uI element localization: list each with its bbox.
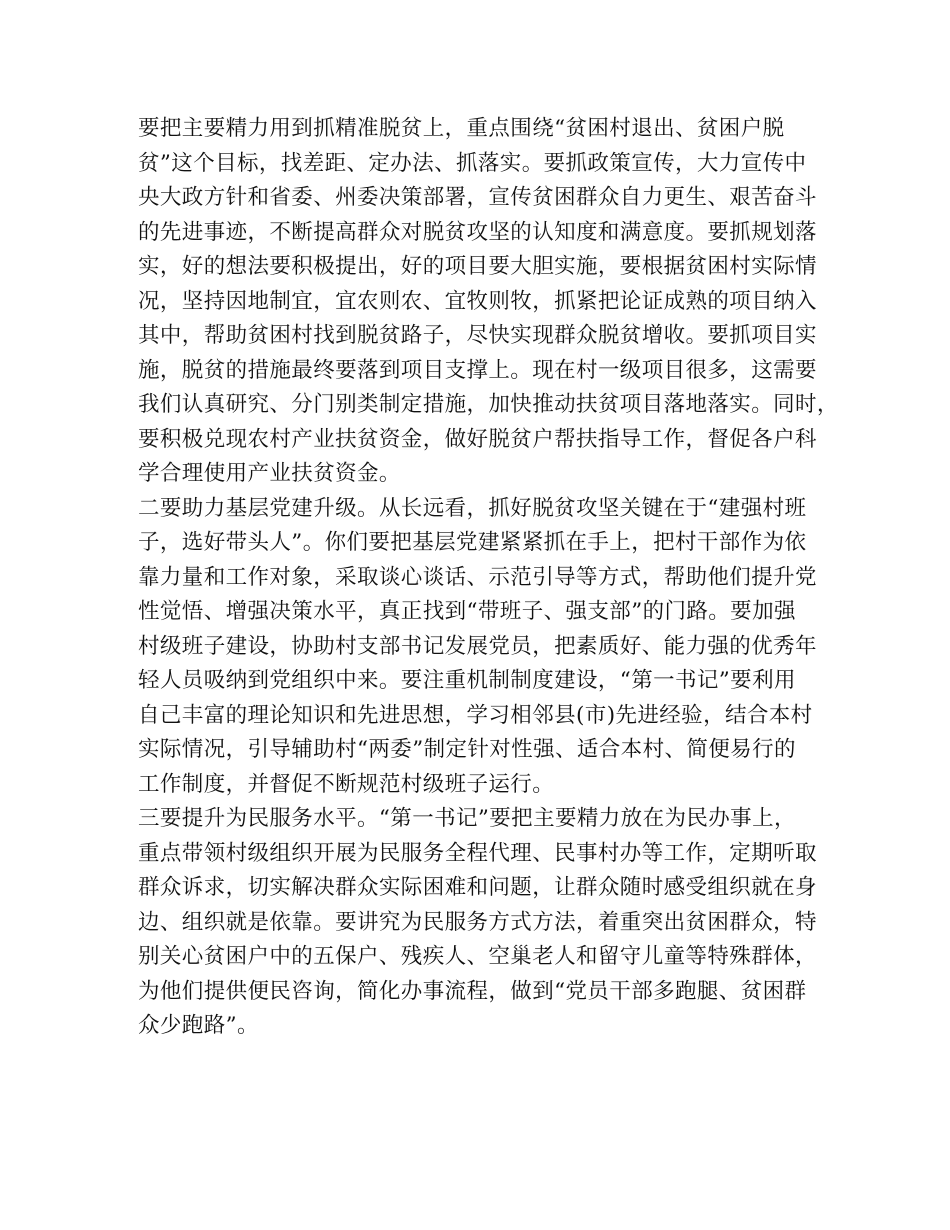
text-line: 靠力量和工作对象，采取谈心谈话、示范引导等方式，帮助他们提升党 [138,564,817,590]
text-line: 众少跑路”。 [138,1013,259,1038]
text-line: 别关心贫困户中的五保户、残疾人、空巢老人和留守儿童等特殊群体， [138,944,817,969]
text-line: 轻人员吸纳到党组织中来。要注重机制制度建设，“第一书记”要利用 [138,668,796,693]
text-line: 要积极兑现农村产业扶贫资金，做好脱贫户帮扶指导工作，督促各户科 [138,426,817,452]
text-line: 央大政方针和省委、州委决策部署，宣传贫困群众自力更生、艰苦奋斗 [138,185,817,210]
text-line: 要把主要精力用到抓精准脱贫上，重点围绕“贫困村退出、贫困户脱 [138,116,785,141]
text-line: 工作制度，并督促不断规范村级班子运行。 [138,771,555,797]
text-line: 边、组织就是依靠。要讲究为民服务方式方法，着重突出贫困群众，特 [138,909,817,935]
text-line: 实，好的想法要积极提出，好的项目要大胆实施，要根据贫困村实际情 [138,254,817,279]
text-line: 为他们提供便民咨询，简化办事流程，做到“党员干部多跑腿、贫困群 [138,978,807,1004]
text-line: 的先进事迹，不断提高群众对脱贫攻坚的认知度和满意度。要抓规划落 [138,219,817,245]
text-line: 子，选好带头人”。你们要把基层党建紧紧抓在手上，把村干部作为依 [138,530,807,555]
text-line: 实际情况，引导辅助村“两委”制定针对性强、适合本村、简便易行的 [138,737,796,762]
document-body [138,112,839,1044]
text-line: 况，坚持因地制宜，宜农则农、宜牧则牧，抓紧把论证成熟的项目纳入 [138,288,817,314]
text-line: 二要助力基层党建升级。从长远看，抓好脱贫攻坚关键在于“建强村班 [138,495,807,521]
text-line: 学合理使用产业扶贫资金。 [138,461,401,486]
text-line: 性觉悟、增强决策水平，真正找到“带班子、强支部”的门路。要加强 [138,599,796,624]
text-line: 群众诉求，切实解决群众实际困难和问题，让群众随时感受组织就在身 [138,875,817,900]
text-line: 重点带领村级组织开展为民服务全程代理、民事村办等工作，定期听取 [138,840,817,866]
text-line: 其中，帮助贫困村找到脱贫路子，尽快实现群众脱贫增收。要抓项目实 [138,323,817,348]
text-line: 施，脱贫的措施最终要落到项目支撑上。现在村一级项目很多，这需要 [138,357,817,383]
text-line: 村级班子建设，协助村支部书记发展党员，把素质好、能力强的优秀年 [138,633,817,659]
text-line: 自己丰富的理论知识和先进思想，学习相邻县(市)先进经验，结合本村 [138,702,813,728]
text-line: 三要提升为民服务水平。“第一书记”要把主要精力放在为民办事上， [138,806,796,831]
text-line: 我们认真研究、分门别类制定措施，加快推动扶贫项目落地落实。同时， [138,392,839,417]
text-line: 贫”这个目标，找差距、定办法、抓落实。要抓政策宣传，大力宣传中 [138,150,807,176]
